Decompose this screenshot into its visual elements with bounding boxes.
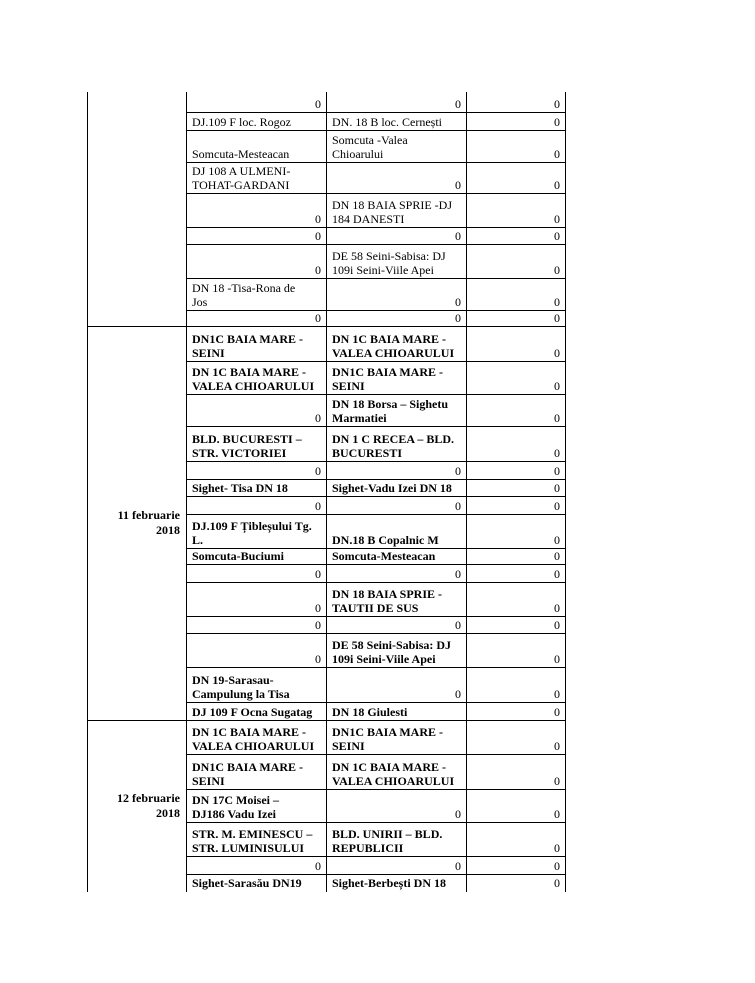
table-cell: 0 [554,464,560,478]
row-divider [186,822,566,823]
table-cell: DJ 108 A ULMENI- TOHAT-GARDANI [192,164,291,192]
row-divider [186,361,566,362]
table-cell: DN1C BAIA MARE - SEINI [192,760,303,788]
table-cell: 0 [554,311,560,325]
table-cell: DN 18 BAIA SPRIE -DJ 184 DANESTI [332,198,453,226]
table-cell: 0 [554,841,560,855]
table-cell: 0 [554,411,560,425]
table-cell: 0 [315,229,321,243]
table-cell: 0 [554,859,560,873]
table-cell: DN1C BAIA MARE - SEINI [332,725,443,753]
table-cell: 0 [315,97,321,111]
table-cell: DN1C BAIA MARE - SEINI [332,365,443,393]
table-cell: 0 [315,263,321,277]
date-label: 11 februarie 2018 [117,508,180,537]
table-cell: Somcuta-Buciumi [192,549,285,563]
table-cell: 0 [455,178,461,192]
table-cell: DN1C BAIA MARE - SEINI [192,332,303,360]
row-divider [186,582,566,583]
table-cell: BLD. UNIRII – BLD. REPUBLICII [332,827,443,855]
table-cell: 0 [315,618,321,632]
row-divider [186,112,566,113]
table-cell: 0 [455,499,461,513]
row-divider [186,394,566,395]
row-divider [186,479,566,480]
row-divider [186,667,566,668]
table-cell: 0 [455,567,461,581]
row-divider [186,702,566,703]
table-cell: 0 [315,859,321,873]
table-cell: Sighet- Tisa DN 18 [192,481,288,495]
table-cell: 0 [455,807,461,821]
table-cell: DN.18 B Copalnic M [332,533,439,547]
table-cell: 0 [455,464,461,478]
table-cell: DJ 109 F Ocna Sugatag [192,705,313,719]
table-cell: 0 [315,411,321,425]
column-divider [326,92,327,892]
table-cell: DN. 18 B loc. Cernești [332,115,442,129]
row-divider [186,514,566,515]
row-divider [186,244,566,245]
table-cell: Somcuta-Mesteacan [192,147,290,161]
row-divider [186,633,566,634]
table-cell: 0 [315,311,321,325]
table-cell: DN 1C BAIA MARE - VALEA CHIOARULUI [332,332,455,360]
row-divider [186,789,566,790]
table-cell: 0 [315,652,321,666]
table-cell: 0 [315,464,321,478]
table-cell: 0 [315,499,321,513]
table-left-border [87,92,88,892]
table-cell: 0 [554,601,560,615]
table-cell: DN 17C Moisei – DJ186 Vadu Izei [192,793,279,821]
table-cell: DJ.109 F Țibleșului Tg. L. [192,519,312,547]
table-cell: DE 58 Seini-Sabisa: DJ 109i Seini-Viile Apei [332,249,446,277]
table-cell: 0 [554,229,560,243]
table-cell: STR. M. EMINESCU – STR. LUMINISULUI [192,827,313,855]
date-label: 12 februarie 2018 [117,791,180,820]
group-divider [87,326,566,327]
table-cell: DJ.109 F loc. Rogoz [192,115,291,129]
table-cell: 0 [554,618,560,632]
table-cell: 0 [554,178,560,192]
table-cell: 0 [554,115,560,129]
table-cell: Sighet-Berbești DN 18 [332,876,446,890]
table-cell: 0 [455,229,461,243]
table-cell: DN 1C BAIA MARE - VALEA CHIOARULUI [332,760,455,788]
table-cell: 0 [455,618,461,632]
table-cell: 0 [554,567,560,581]
row-divider [186,278,566,279]
row-divider [186,461,566,462]
table-cell: 0 [554,446,560,460]
table-cell: 0 [554,147,560,161]
table-cell: DN 18 Giulesti [332,705,408,719]
table-cell: Sighet-Vadu Izei DN 18 [332,481,452,495]
table-cell: DN 18 BAIA SPRIE - TAUTII DE SUS [332,587,443,615]
row-divider [186,426,566,427]
row-divider [186,616,566,617]
table-cell: 0 [554,652,560,666]
table-cell: 0 [554,876,560,890]
row-divider [186,227,566,228]
group-divider [87,720,566,721]
table-cell: DN 1C BAIA MARE - VALEA CHIOARULUI [192,725,315,753]
table-cell: 0 [315,601,321,615]
table-cell: DN 1C BAIA MARE - VALEA CHIOARULUI [192,365,315,393]
table-cell: 0 [554,499,560,513]
table-cell: Sighet-Sarasău DN19 [192,876,302,890]
table-cell: DE 58 Seini-Sabisa: DJ 109i Seini-Viile Apei [332,638,452,666]
table-cell: Somcuta -Valea Chioarului [332,133,408,161]
row-divider [186,162,566,163]
table-cell: 0 [554,346,560,360]
row-divider [186,874,566,875]
table-cell: 0 [554,807,560,821]
table-cell: 0 [554,533,560,547]
table-cell: 0 [455,97,461,111]
table-cell: 0 [554,705,560,719]
table-cell: 0 [554,212,560,226]
row-divider [186,564,566,565]
table-cell: 0 [554,774,560,788]
table-cell: 0 [315,212,321,226]
table-cell: 0 [315,567,321,581]
row-divider [186,754,566,755]
table-cell: DN 1 C RECEA – BLD. BUCURESTI [332,432,455,460]
table-cell: 0 [554,739,560,753]
row-divider [186,856,566,857]
row-divider [186,193,566,194]
row-divider [186,130,566,131]
table-cell: 0 [455,859,461,873]
table-cell: 0 [554,295,560,309]
table-cell: 0 [554,549,560,563]
table-right-border [565,92,566,892]
table-cell: BLD. BUCURESTI – STR. VICTORIEI [192,432,302,460]
table-cell: DN 18 -Tisa-Rona de Jos [192,281,296,309]
table-cell: 0 [554,97,560,111]
table-cell: 0 [554,687,560,701]
table-cell: 0 [455,687,461,701]
table-cell: Somcuta-Mesteacan [332,549,436,563]
table-cell: DN 18 Borsa – Sighetu Marmatiei [332,397,449,425]
table-cell: DN 19-Sarasau- Campulung la Tisa [192,673,290,701]
table-cell: 0 [554,379,560,393]
table-cell: 0 [554,481,560,495]
table-cell: 0 [455,311,461,325]
table-cell: 0 [455,295,461,309]
table-cell: 0 [554,263,560,277]
row-divider [186,496,566,497]
